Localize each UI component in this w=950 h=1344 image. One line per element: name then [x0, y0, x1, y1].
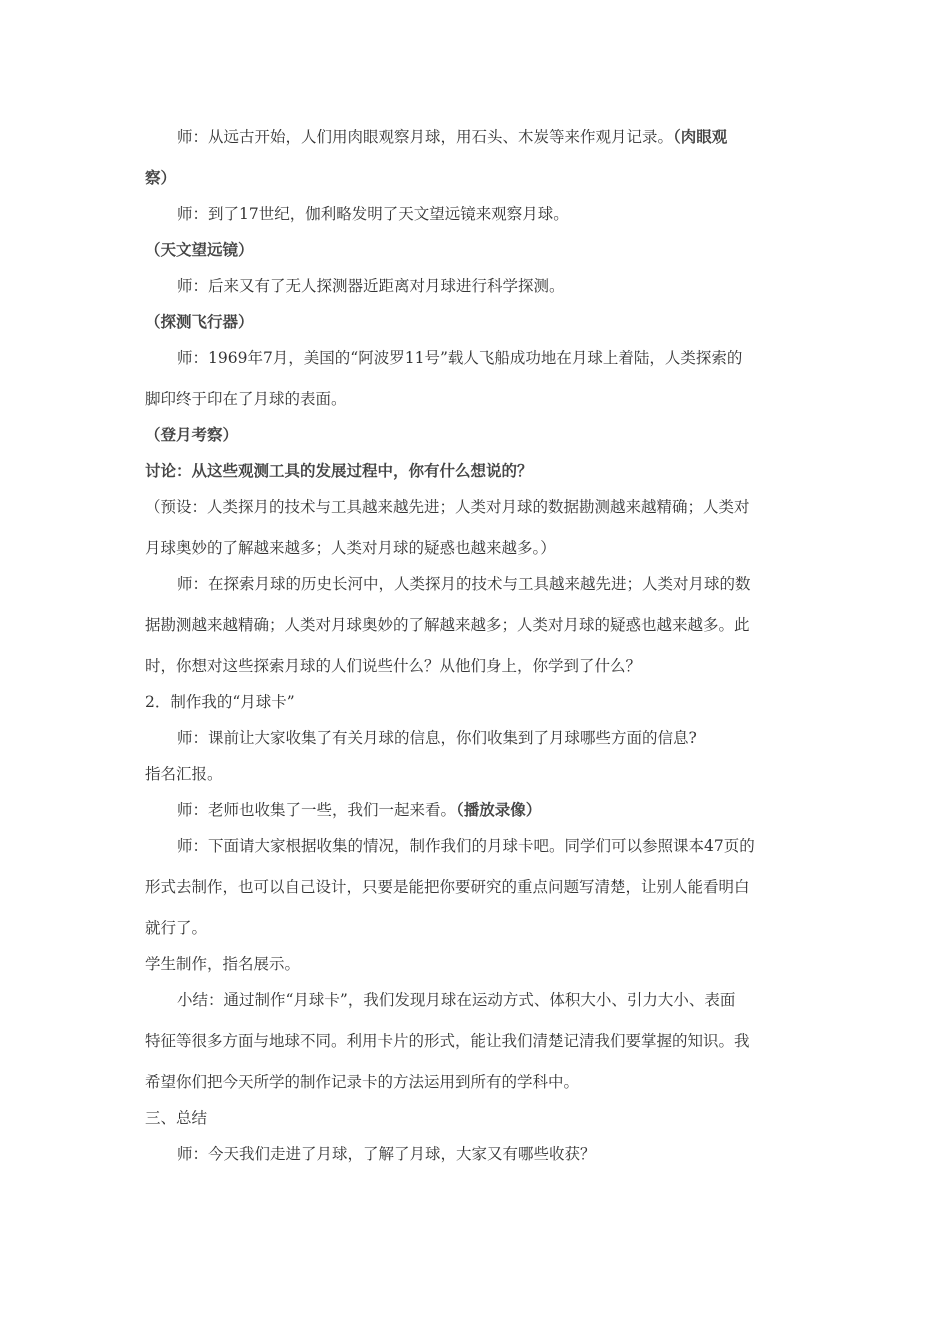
section-heading: 三、总结	[145, 1109, 208, 1127]
paragraph-line: 师：下面请大家根据收集的情况，制作我们的月球卡吧。同学们可以参照课本47页的	[177, 837, 755, 855]
paragraph-line: 特征等很多方面与地球不同。利用卡片的形式，能让我们清楚记清我们要掌握的知识。我	[145, 1032, 750, 1050]
paragraph-line: 师：课前让大家收集了有关月球的信息，你们收集到了月球哪些方面的信息?	[177, 729, 697, 747]
section-heading: 2．制作我的“月球卡”	[145, 693, 295, 711]
paragraph-line: 希望你们把今天所学的制作记录卡的方法运用到所有的学科中。	[145, 1073, 580, 1091]
paragraph-line: 师：从远古开始，人们用肉眼观察月球，用石头、木炭等来作观月记录。（肉眼观	[177, 127, 728, 146]
paragraph-line: 师：老师也收集了一些，我们一起来看。（播放录像）	[177, 800, 542, 819]
paragraph-line: 师：后来又有了无人探测器近距离对月球进行科学探测。	[177, 277, 565, 295]
paragraph-line: （预设：人类探月的技术与工具越来越先进；人类对月球的数据勘测越来越精确；人类对	[145, 498, 750, 516]
annotation-line: （登月考察）	[145, 425, 239, 444]
paragraph-line: 师：今天我们走进了月球，了解了月球，大家又有哪些收获？	[177, 1145, 596, 1163]
paragraph-line: 脚印终于印在了月球的表面。	[145, 390, 347, 408]
annotation-line: （探测飞行器）	[145, 312, 254, 331]
paragraph-line: 就行了。	[145, 919, 208, 937]
annotation-line: （天文望远镜）	[145, 240, 254, 259]
paragraph-line: 师：到了17世纪，伽利略发明了天文望远镜来观察月球。	[177, 205, 569, 223]
paragraph-line: 月球奥妙的了解越来越多；人类对月球的疑惑也越来越多。）	[145, 539, 556, 557]
paragraph-line: 据勘测越来越精确；人类对月球奥妙的了解越来越多；人类对月球的疑惑也越来越多。此	[145, 616, 750, 634]
paragraph-line: 指名汇报。	[145, 765, 223, 783]
paragraph-line: 时，你想对这些探索月球的人们说些什么？从他们身上，你学到了什么？	[145, 657, 642, 675]
paragraph-line: 师：在探索月球的历史长河中，人类探月的技术与工具越来越先进；人类对月球的数	[177, 575, 751, 593]
paragraph-line: 小结：通过制作“月球卡”，我们发现月球在运动方式、体积大小、引力大小、表面	[177, 991, 736, 1009]
paragraph-line: 师：1969年7月，美国的“阿波罗11号”载人飞船成功地在月球上着陆，人类探索的	[177, 349, 743, 367]
paragraph-line: 学生制作，指名展示。	[145, 955, 301, 973]
paragraph-line: 形式去制作，也可以自己设计，只要是能把你要研究的重点问题写清楚，让别人能看明白	[145, 878, 750, 896]
discussion-heading: 讨论：从这些观测工具的发展过程中，你有什么想说的？	[145, 461, 533, 480]
paragraph-line: 察）	[145, 168, 177, 187]
